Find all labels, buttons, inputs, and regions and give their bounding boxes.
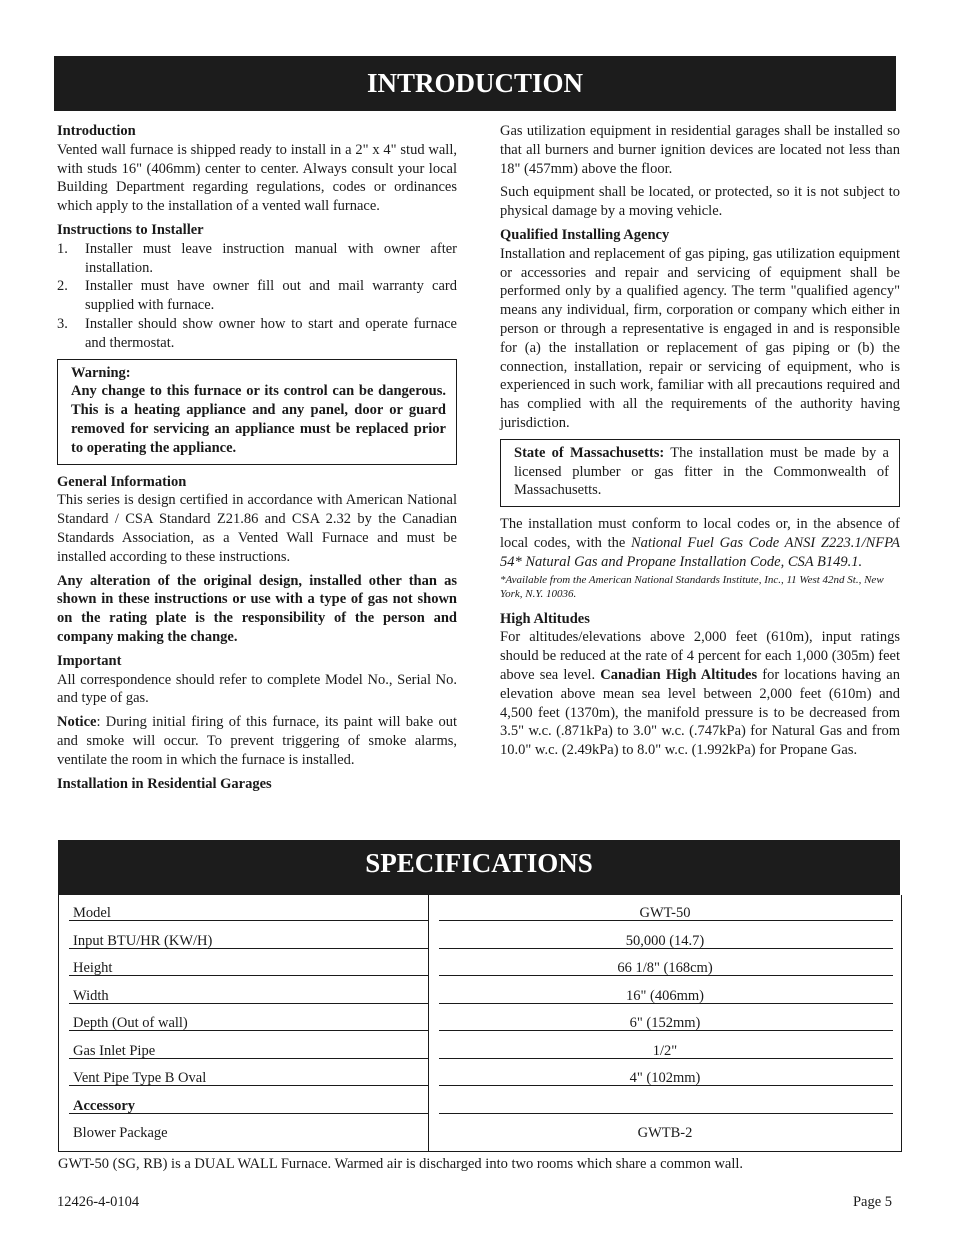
massachusetts-box bbox=[500, 439, 900, 507]
codes-paragraph: The installation must conform to local codes or, in the absence of local codes, with the National Fuel Gas Code ANSI Z223.1/NFPA 54* Natural Gas and Propane Installation Code, CSA B149.1. bbox=[500, 516, 900, 570]
massachusetts-text: The installation must be made by a licensed plumber or gas fitter in the Commonwealth of Massachusetts. bbox=[514, 444, 889, 499]
garage-text-2: Such equipment shall be located, or protected, so it is not subject to physical damage by a moving vehicle. bbox=[500, 184, 900, 220]
instructions-list bbox=[57, 240, 457, 353]
instructions-heading: Instructions to Installer bbox=[57, 221, 204, 238]
page-number: Page 5 bbox=[852, 1194, 892, 1210]
specifications-table bbox=[58, 895, 902, 1152]
notice-paragraph bbox=[57, 713, 457, 769]
specifications-note: GWT-50 (SG, RB) is a DUAL WALL Furnace. Warmed air is discharged into two rooms which share a common wall. bbox=[58, 1156, 744, 1172]
warning-heading: Warning: bbox=[71, 364, 131, 381]
massachusetts-label: State of Massachusetts: bbox=[514, 444, 665, 461]
spec-row-model: Model GWT-50 bbox=[59, 895, 901, 922]
codes-footnote: *Available from the American National Standards Institute, Inc., 11 West 42nd St., New York, N.Y. 10036. bbox=[500, 573, 884, 600]
warning-box bbox=[57, 359, 457, 465]
specifications-banner: SPECIFICATIONS bbox=[58, 840, 900, 895]
notice-text: : During initial firing of this furnace, its paint will bake out and smoke will occur. To prevent triggering of smoke alarms, ventilate the room in which the furnace is installed. bbox=[57, 714, 457, 768]
left-column bbox=[57, 122, 457, 793]
document-number: 12426-4-0104 bbox=[57, 1194, 140, 1210]
spec-row-gas-inlet: Gas Inlet Pipe 1/2" bbox=[59, 1033, 901, 1060]
instruction-item: 3. Installer should show owner how to start and operate furnace and thermostat. bbox=[57, 315, 457, 351]
general-information-heading: General Information bbox=[57, 473, 187, 490]
spec-row-height: Height 66 1/8" (168cm) bbox=[59, 950, 901, 977]
spec-row-width: Width 16" (406mm) bbox=[59, 978, 901, 1005]
canadian-high-altitudes-label: Canadian High Altitudes bbox=[600, 666, 758, 683]
instruction-item: 1. Installer must leave instruction manual with owner after installation. bbox=[57, 240, 457, 276]
high-altitudes-text: For altitudes/elevations above 2,000 feet (610m), input ratings should be reduced at the rate of 4 percent for each 1,000 (305m) feet above sea level. Canadian High Altitudes for locations having an elevation above mean sea level between 2,000 feet (610m) and 4,500 feet (1370m), the manifold pressure is to be decreased from 3.5" w.c. (.871kPa) to 3.0" w.c. (.747kPa) for Natural Gas and from 10.0" w.c. (2.49kPa) to 8.0" w.c. (1.992kPa) for Propane Gas. bbox=[500, 629, 900, 759]
introduction-text: Vented wall furnace is shipped ready to install in a 2" x 4" stud wall, with studs 16" (406mm) center to center. Always consult your local Building Department regarding regulations, codes or ordinances which apply to the installation of a vented wall furnace. bbox=[57, 141, 457, 215]
alteration-warning: Any alteration of the original design, installed other than as shown in these instructions or use with a type of gas not shown on the rating plate is the responsibility of the person and company making the change. bbox=[57, 572, 457, 645]
important-text: All correspondence should refer to complete Model No., Serial No. and type of gas. bbox=[57, 671, 457, 707]
spec-row-blower: Blower Package GWTB-2 bbox=[73, 1125, 693, 1141]
high-altitudes-heading: High Altitudes bbox=[500, 610, 590, 627]
important-heading: Important bbox=[57, 652, 122, 669]
codes-reference: National Fuel Gas Code ANSI Z223.1/NFPA 54* Natural Gas and Propane Installation Code, CSA B149.1. bbox=[500, 534, 900, 570]
qualified-agency-heading: Qualified Installing Agency bbox=[500, 226, 670, 243]
qualified-agency-text: Installation and replacement of gas piping, gas utilization equipment or accessories and repair and servicing of equipment shall be performed only by a qualified agency. The term "qualified agency" means any individual, firm, corporation or company which either in person or through a representative is engaged in and is responsible for (a) the installation or replacement of gas piping or (b) the connection, installation, repair or servicing of equipment, who is experienced in such work, familiar with all precautions required and has complied with all the requirements of the authority having jurisdiction. bbox=[500, 245, 900, 431]
warning-text: Any change to this furnace or its control can be dangerous. This is a heating appliance and any panel, door or guard removed for servicing an appliance must be replaced prior to operating the appliance. bbox=[71, 383, 446, 456]
spec-row-accessory: Accessory bbox=[59, 1088, 901, 1115]
garages-heading: Installation in Residential Garages bbox=[57, 775, 272, 792]
instruction-item: 2. Installer must have owner fill out and mail warranty card supplied with furnace. bbox=[57, 278, 457, 314]
garage-text-1: Gas utilization equipment in residential garages shall be installed so that all burners and burner ignition devices are located not less than 18" (457mm) above the floor. bbox=[500, 123, 900, 177]
introduction-banner: INTRODUCTION bbox=[54, 56, 896, 111]
spec-row-depth: Depth (Out of wall) 6" (152mm) bbox=[59, 1005, 901, 1032]
notice-label: Notice bbox=[57, 714, 97, 731]
introduction-heading: Introduction bbox=[57, 123, 136, 139]
spec-row-vent-pipe: Vent Pipe Type B Oval 4" (102mm) bbox=[59, 1060, 901, 1087]
general-information-text: This series is design certified in accordance with American National Standard / CSA Standard Z21.86 and CSA 2.32 by the Canadian Standards Association, as a Vented Wall Furnace and must be installed according to these instructions. bbox=[57, 492, 457, 565]
spec-row-input: Input BTU/HR (KW/H) 50,000 (14.7) bbox=[59, 923, 901, 950]
right-column bbox=[500, 122, 900, 765]
